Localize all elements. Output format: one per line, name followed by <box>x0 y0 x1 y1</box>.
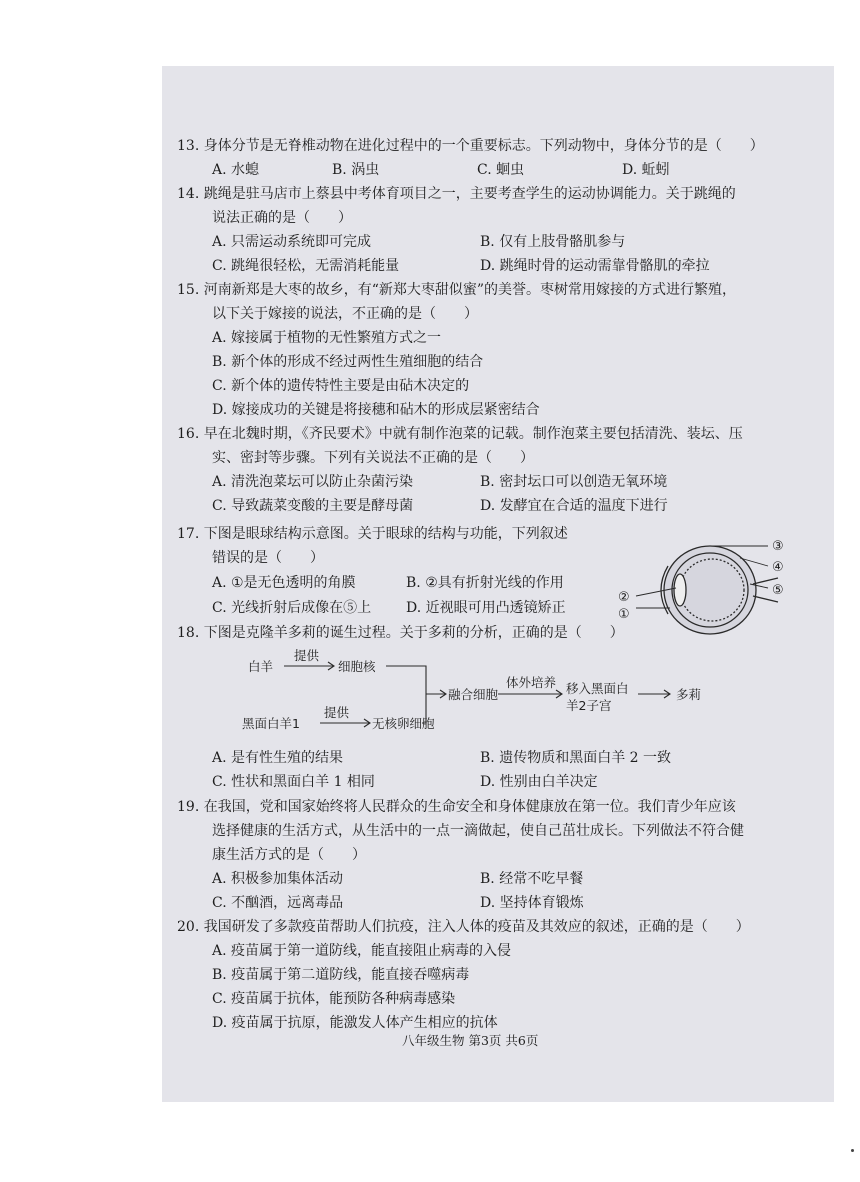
q16-option-c: C. 导致蔬菜变酸的主要是酵母菌 <box>212 498 414 514</box>
q14-option-c: C. 跳绳很轻松，无需消耗能量 <box>212 258 400 274</box>
q17-option-b: B. ②具有折射光线的作用 <box>406 575 564 591</box>
q20-option-d: D. 疫苗属于抗原，能激发人体产生相应的抗体 <box>212 1015 498 1031</box>
label-fused-cell: 融合细胞 <box>448 687 499 702</box>
q17-stem-line2: 错误的是（ ） <box>212 550 324 566</box>
label-black-face-sheep-1: 黑面白羊1 <box>242 716 300 731</box>
cloning-process-diagram <box>240 646 720 746</box>
eye-label-3: ③ <box>772 539 784 554</box>
q18-stem: 18. 下图是克隆羊多莉的诞生过程。关于多莉的分析，正确的是（ ） <box>177 625 624 641</box>
scan-speck <box>851 1149 854 1152</box>
q19-stem-line1: 19. 在我国，党和国家始终将人民群众的生命安全和身体健康放在第一位。我们青少年应该 <box>177 799 736 815</box>
q19-option-b: B. 经常不吃早餐 <box>480 871 584 887</box>
q14-option-d: D. 跳绳时骨的运动需靠骨骼肌的牵拉 <box>480 258 710 274</box>
q13-option-c: C. 蛔虫 <box>477 162 525 178</box>
label-white-sheep: 白羊 <box>248 659 274 674</box>
q20-option-a: A. 疫苗属于第一道防线，能直接阻止病毒的入侵 <box>212 943 512 959</box>
q20-stem: 20. 我国研发了多款疫苗帮助人们抗疫，注入人体的疫苗及其效应的叙述，正确的是（ ） <box>177 919 750 935</box>
q18-option-c: C. 性状和黑面白羊 1 相同 <box>212 774 375 790</box>
q13-option-d: D. 蚯蚓 <box>622 162 670 178</box>
label-in-vitro-culture: 体外培养 <box>506 675 557 690</box>
q16-option-a: A. 清洗泡菜坛可以防止杂菌污染 <box>212 474 414 490</box>
q16-option-b: B. 密封坛口可以创造无氧环境 <box>480 474 668 490</box>
label-enucleated-egg: 无核卵细胞 <box>372 716 435 731</box>
q14-option-a: A. 只需运动系统即可完成 <box>212 234 372 250</box>
q18-option-a: A. 是有性生殖的结果 <box>212 750 344 766</box>
label-implant-line1: 移入黑面白 <box>566 681 629 696</box>
label-dolly: 多莉 <box>676 687 702 702</box>
page-footer: 八年级生物 第3页 共6页 <box>402 1033 539 1048</box>
q13-option-a: A. 水螅 <box>212 162 260 178</box>
q19-stem-line2: 选择健康的生活方式，从生活中的一点一滴做起，使自己茁壮成长。下列做法不符合健 <box>212 823 744 839</box>
q17-option-a: A. ①是无色透明的角膜 <box>212 575 356 591</box>
lens <box>674 574 686 606</box>
eyeball-structure-diagram <box>610 526 810 646</box>
q14-stem-line1: 14. 跳绳是驻马店市上蔡县中考体育项目之一，主要考查学生的运动协调能力。关于跳绳的 <box>177 186 736 202</box>
q15-option-d: D. 嫁接成功的关键是将接穗和砧木的形成层紧密结合 <box>212 402 540 418</box>
eye-label-2: ② <box>618 590 630 605</box>
merge-bracket <box>386 666 446 723</box>
q14-stem-line2: 说法正确的是（ ） <box>212 210 352 226</box>
q17-option-d: D. 近视眼可用凸透镜矫正 <box>406 600 566 616</box>
q15-option-b: B. 新个体的形成不经过两性生殖细胞的结合 <box>212 354 484 370</box>
eye-label-5: ⑤ <box>772 583 784 598</box>
q19-option-a: A. 积极参加集体活动 <box>212 871 344 887</box>
q16-stem-line2: 实、密封等步骤。下列有关说法不正确的是（ ） <box>212 450 534 466</box>
eye-label-4: ④ <box>772 560 784 575</box>
q15-option-c: C. 新个体的遗传特性主要是由砧木决定的 <box>212 378 470 394</box>
q17-stem-line1: 17. 下图是眼球结构示意图。关于眼球的结构与功能，下列叙述 <box>177 526 568 542</box>
q13-stem: 13. 身体分节是无脊椎动物在进化过程中的一个重要标志。下列动物中，身体分节的是（ ） <box>177 138 764 154</box>
q16-stem-line1: 16. 早在北魏时期，《齐民要术》中就有制作泡菜的记载。制作泡菜主要包括清洗、装坛、压 <box>177 426 743 442</box>
q14-option-b: B. 仅有上肢骨骼肌参与 <box>480 234 626 250</box>
q20-option-c: C. 疫苗属于抗体，能预防各种病毒感染 <box>212 991 456 1007</box>
q13-option-b: B. 涡虫 <box>332 162 380 178</box>
eye-label-1: ① <box>618 607 630 622</box>
q19-stem-line3: 康生活方式的是（ ） <box>212 847 366 863</box>
q20-option-b: B. 疫苗属于第二道防线，能直接吞噬病毒 <box>212 967 470 983</box>
label-provide-2: 提供 <box>324 705 350 720</box>
q18-option-d: D. 性别由白羊决定 <box>480 774 598 790</box>
q18-option-b: B. 遗传物质和黑面白羊 2 一致 <box>480 750 671 766</box>
q15-stem-line2: 以下关于嫁接的说法，不正确的是（ ） <box>212 306 478 322</box>
exam-page <box>162 66 834 1102</box>
label-implant-line2: 羊2子宫 <box>566 698 612 713</box>
label-nucleus: 细胞核 <box>338 659 376 674</box>
q17-option-c: C. 光线折射后成像在⑤上 <box>212 600 372 616</box>
q15-option-a: A. 嫁接属于植物的无性繁殖方式之一 <box>212 330 442 346</box>
q19-option-d: D. 坚持体育锻炼 <box>480 895 584 911</box>
label-provide-1: 提供 <box>294 648 320 663</box>
q19-option-c: C. 不酗酒，远离毒品 <box>212 895 344 911</box>
q15-stem-line1: 15. 河南新郑是大枣的故乡，有“新郑大枣甜似蜜”的美誉。枣树常用嫁接的方式进行繁殖， <box>177 282 737 298</box>
q16-option-d: D. 发酵宜在合适的温度下进行 <box>480 498 668 514</box>
